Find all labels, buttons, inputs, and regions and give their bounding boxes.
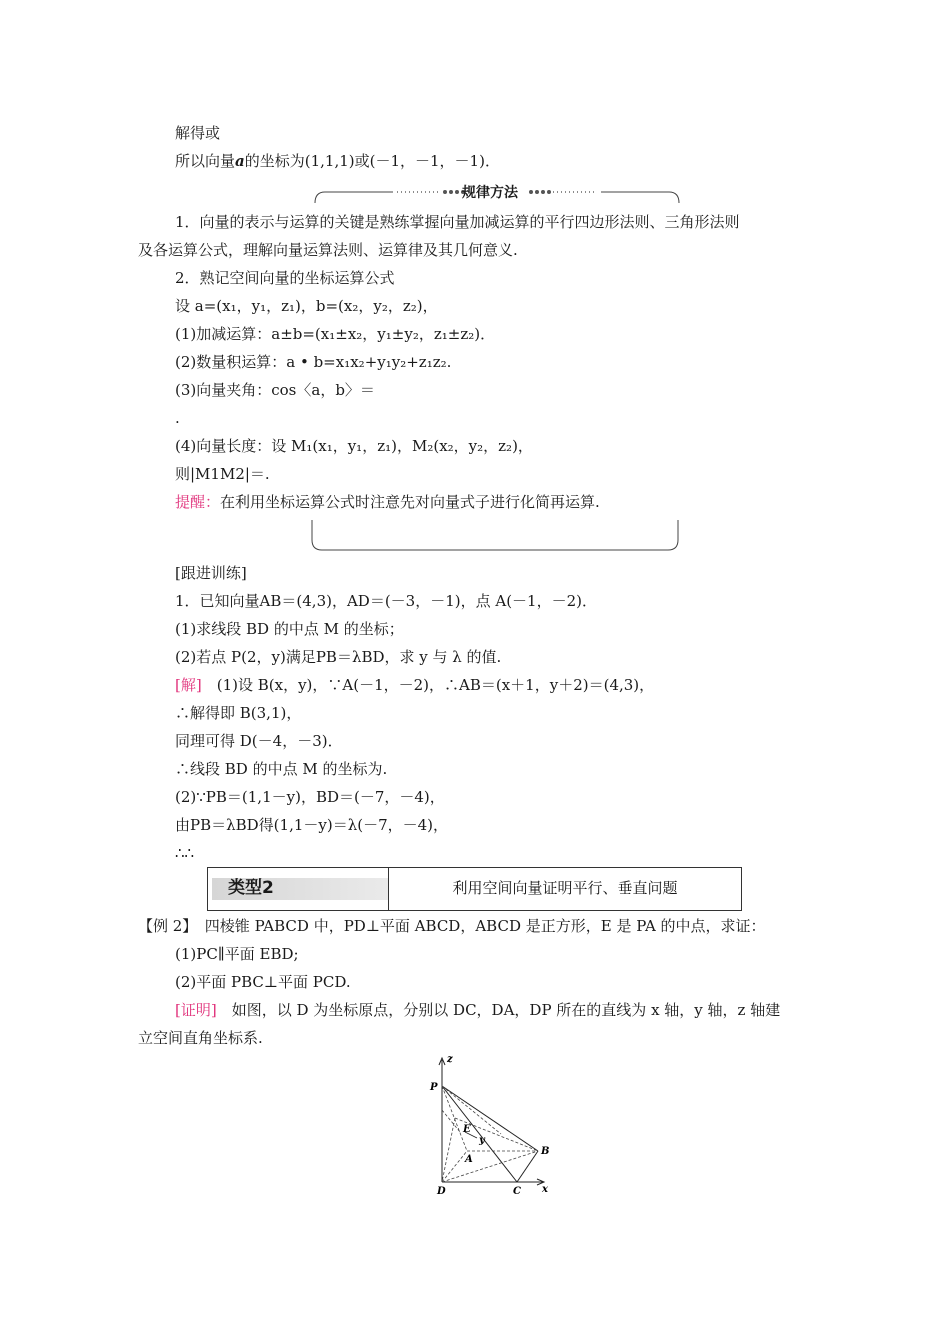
fig-label-b: B [541,1146,550,1157]
fig-label-y: y [479,1135,485,1146]
fig-label-p: P [430,1082,438,1093]
method-line-1b: 及各运算公式，理解向量运算法则、运算律及其几何意义. [138,241,518,259]
method-line-9: 则|M1M2|＝. [175,465,270,483]
line-conclusion: 所以向量a的坐标为(1,1,1)或(－1，－1，－1)． [175,152,500,170]
proof-line-1: [证明] 如图，以 D 为坐标原点，分别以 DC，DA，DP 所在的直线为 x 轴，y 轴，z 轴建 [175,1001,781,1019]
follow-up-q1-2: (2)若点 P(2，y)满足PB＝λBD，求 y 与 λ 的值. [175,648,502,666]
fig-label-c: C [513,1186,521,1197]
example-line-2: (1)PC∥平面 EBD; [175,945,299,963]
solution-line-4: ∴线段 BD 的中点 M 的坐标为. [175,760,388,778]
solution-line-2: ∴解得即 B(3,1)， [175,704,302,722]
solution-line-3: 同理可得 D(－4，－3)． [175,732,343,750]
fig-label-e: E [463,1124,471,1135]
pyramid-figure [425,1050,565,1200]
method-line-7: . [175,409,180,427]
method-title: 规律方法 [462,185,518,201]
method-line-6: (3)向量夹角：cos〈a，b〉＝ [175,381,375,399]
method-line-1: 1．向量的表示与运算的关键是熟练掌握向量加减运算的平行四边形法则、三角形法则 [175,213,740,231]
fig-label-x: x [542,1184,548,1195]
solution-line-1: [解] (1)设 B(x，y)，∵A(－1，－2)，∴AB＝(x＋1，y＋2)＝(4,3)， [175,676,655,694]
fig-label-d: D [437,1186,446,1197]
type-label: 类型2 [228,878,274,898]
solution-line-6: 由PB＝λBD得(1,1－y)＝λ(－7，－4)， [175,816,449,834]
follow-up-title: [跟进训练] [175,564,247,582]
proof-label: [证明] [175,1001,217,1019]
fig-label-z: z [447,1054,453,1065]
line-solution: 解得或 [175,124,221,142]
type-title: 利用空间向量证明平行、垂直问题 [452,879,678,897]
example-line-3: (2)平面 PBC⊥平面 PCD. [175,973,351,991]
solution-line-5: (2)∵PB＝(1,1－y)，BD＝(－7，－4)， [175,788,445,806]
solution-line-7: ∴∴ [175,844,195,862]
method-line-3: 设 a=(x₁，y₁，z₁)，b=(x₂，y₂，z₂)， [175,297,438,315]
type-divider [388,868,389,910]
solution-label: [解] [175,676,202,694]
proof-line-2: 立空间直角坐标系. [138,1029,263,1047]
method-frame-bottom [310,518,680,552]
follow-up-q1-1: (1)求线段 BD 的中点 M 的坐标； [175,620,404,638]
method-line-5: (2)数量积运算：a • b=x₁x₂+y₁y₂+z₁z₂. [175,353,452,371]
fig-label-a: A [465,1154,473,1165]
method-line-2: 2．熟记空间向量的坐标运算公式 [175,269,395,287]
tip-label: 提醒： [175,493,221,511]
tip-line: 提醒：在利用坐标运算公式时注意先对向量式子进行化简再运算. [175,493,600,511]
method-line-8: (4)向量长度：设 M₁(x₁，y₁，z₁)，M₂(x₂，y₂，z₂)， [175,437,533,455]
type-header [207,867,742,911]
example-line-1: 【例 2】 四棱锥 PABCD 中，PD⊥平面 ABCD，ABCD 是正方形，E 是 PA 的中点，求证： [138,917,766,935]
method-line-4: (1)加减运算：a±b=(x₁±x₂，y₁±y₂，z₁±z₂)． [175,325,496,343]
follow-up-q1: 1．已知向量AB＝(4,3)，AD＝(－3，－1)，点 A(－1，－2)． [175,592,598,610]
